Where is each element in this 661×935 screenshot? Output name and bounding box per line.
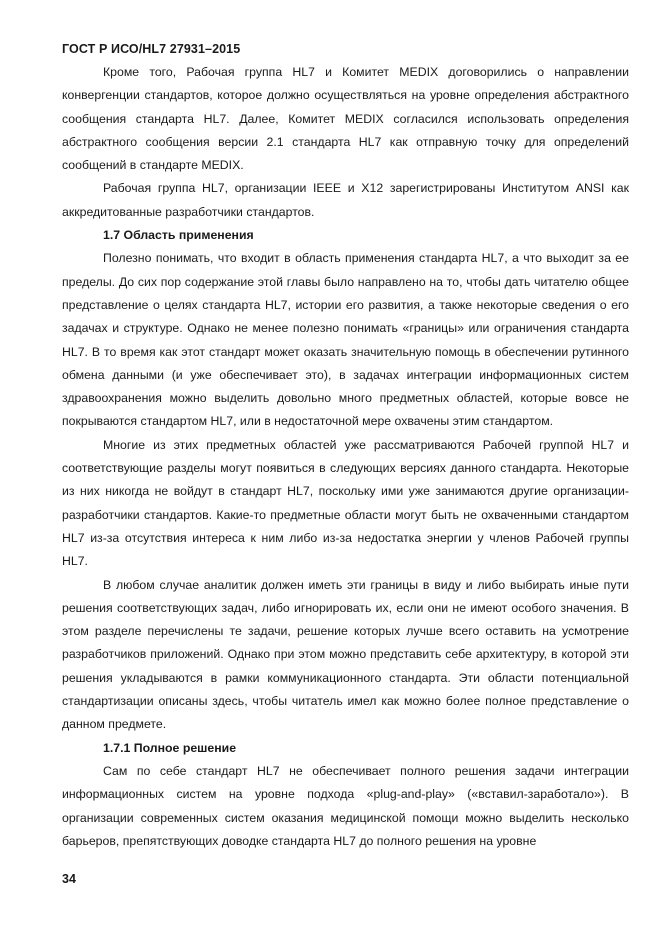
paragraph-subject-areas: Многие из этих предметных областей уже рассматриваются Рабочей группой HL7 и соответствующие разделы могут появиться в следующих версиях данного стандарта. Некоторые из них никогда не войдут в стандарт HL7, поскольку ими уже занимаются другие организации-разработчики стандартов. Какие-то предметные области могут быть не охваченными стандартом HL7 из-за отсутствия интереса к ним либо из-за недостатка энергии у членов Рабочей группы HL7. (62, 437, 629, 569)
paragraph-plug-and-play: Сам по себе стандарт HL7 не обеспечивает полного решения задачи интеграции информационных систем на уровне подхода «plug-and-play» («вставил-заработало»). В организации современных систем оказания медицинской помощи можно выделить несколько барьеров, препятствующих доводке стандарта HL7 до полного решения на уровне (62, 763, 629, 848)
paragraph-analyst-boundaries: В любом случае аналитик должен иметь эти границы в виду и либо выбирать иные пути решения соответствующих задач, либо игнорировать их, если они не имеют особого значения. В этом разделе перечислены те задачи, решение которых лучше всего оставить на усмотрение разработчиков приложений. Однако при этом можно представить себе архитектуру, в которой эти решения укладываются в рамки коммуникационного стандарта. Эти области потенциальной стандартизации описаны здесь, чтобы читатель имел как можно более полное представление о данном предмете. (62, 577, 629, 732)
paragraph-medix-convergence: Кроме того, Рабочая группа HL7 и Комитет MEDIX договорились о направлении конвергенции стандартов, которое должно осуществляться на уровне определения абстрактного сообщения стандарта HL7. Далее, Комитет MEDIX согласился использовать определения абстрактного сообщения версии 2.1 стандарта HL7 как отправную точку для определений сообщений в стандарте MEDIX. (62, 65, 629, 173)
section-heading-complete-solution: 1.7.1 Полное решение (103, 740, 237, 755)
page-number: 34 (62, 872, 76, 886)
section-heading-scope: 1.7 Область применения (103, 228, 254, 243)
page-body (62, 61, 629, 853)
paragraph-scope-intro: Полезно понимать, что входит в область применения стандарта HL7, а что выходит за ее пределы. До сих пор содержание этой главы было направлено на то, чтобы дать читателю общее представление о целях стандарта HL7, истории его развития, а также некоторые сведения о его задачах и структуре. Однако не менее полезно понимать «границы» или ограничения стандарта HL7. В то время как этот стандарт может оказать значительную помощь в обеспечении рутинного обмена данными (и уже обеспечивает это), в задачах интеграции информационных систем здравоохранения можно выделить довольно много предметных областей, которые вовсе не покрываются стандартом HL7, или в недостаточной мере охвачены этим стандартом. (62, 251, 629, 429)
page-header-standard-id: ГОСТ Р ИСО/HL7 27931–2015 (62, 42, 241, 56)
paragraph-ansi-accreditation: Рабочая группа HL7, организации IEEE и X12 зарегистрированы Институтом ANSI как аккредитованные разработчики стандартов. (62, 181, 629, 219)
